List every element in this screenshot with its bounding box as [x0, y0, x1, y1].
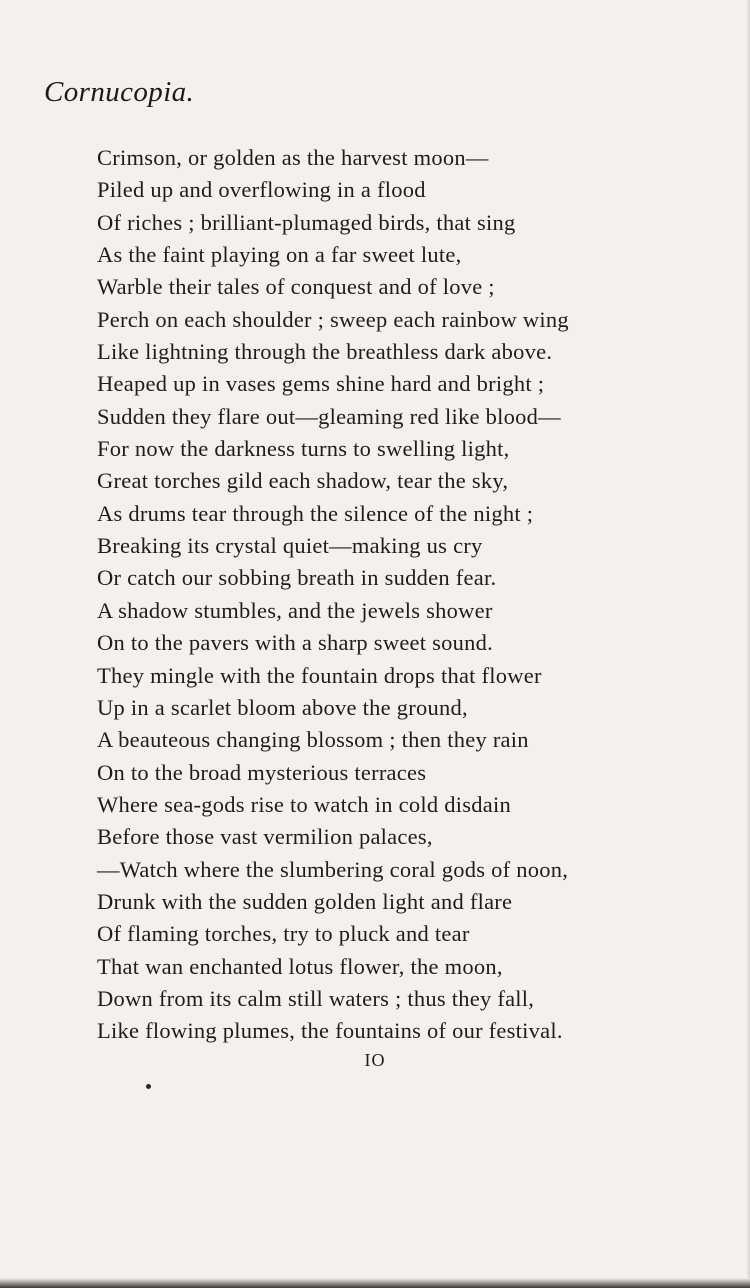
poem-line: A shadow stumbles, and the jewels shower	[97, 597, 493, 623]
poem-line: Or catch our sobbing breath in sudden fear.	[97, 565, 497, 591]
poem-line: A beauteous changing blossom ; then they rain	[97, 727, 529, 753]
poem-line: Sudden they flare out—gleaming red like blood—	[97, 403, 561, 429]
poem-line: Before those vast vermilion palaces,	[97, 824, 433, 850]
poem-line: Perch on each shoulder ; sweep each rainbow wing	[97, 306, 569, 332]
poem-line: Heaped up in vases gems shine hard and bright ;	[97, 371, 545, 397]
poem-line: They mingle with the fountain drops that flower	[97, 662, 542, 688]
poem-line: Piled up and overflowing in a flood	[97, 177, 426, 203]
page-number: IO	[364, 1050, 386, 1070]
ink-speck	[146, 1084, 151, 1089]
poem-line: Where sea-gods rise to watch in cold disdain	[97, 791, 512, 817]
poem-line: —Watch where the slumbering coral gods of noon,	[97, 856, 569, 882]
poem-line: Down from its calm still waters ; thus they fall,	[97, 985, 535, 1011]
poem-line: As the faint playing on a far sweet lute,	[97, 242, 462, 268]
poem-line: On to the broad mysterious terraces	[97, 759, 427, 785]
poem-line: Of flaming torches, try to pluck and tear	[97, 921, 470, 947]
running-head: Cornucopia.	[44, 76, 195, 108]
page-bottom-edge	[0, 1278, 750, 1288]
poem-line: Breaking its crystal quiet—making us cry	[97, 533, 483, 559]
poem-body	[97, 142, 717, 1048]
poem-line: Crimson, or golden as the harvest moon—	[97, 145, 489, 170]
poem-line: That wan enchanted lotus flower, the moon,	[97, 953, 503, 979]
poem-line: Of riches ; brilliant-plumaged birds, that sing	[97, 209, 516, 235]
poem-line: For now the darkness turns to swelling light,	[97, 436, 510, 462]
poem-line: On to the pavers with a sharp sweet sound.	[97, 630, 494, 656]
page-edge-shadow	[746, 0, 750, 1288]
poem-line: Like flowing plumes, the fountains of our festival.	[97, 1018, 563, 1044]
poem-line: Like lightning through the breathless dark above.	[97, 339, 553, 365]
poem-line: Up in a scarlet bloom above the ground,	[97, 694, 468, 720]
poem-line: Great torches gild each shadow, tear the sky,	[97, 468, 509, 494]
poem-line: Drunk with the sudden golden light and flare	[97, 888, 513, 914]
poem-line: As drums tear through the silence of the night ;	[97, 500, 534, 526]
poem-line: Warble their tales of conquest and of love ;	[97, 274, 495, 300]
